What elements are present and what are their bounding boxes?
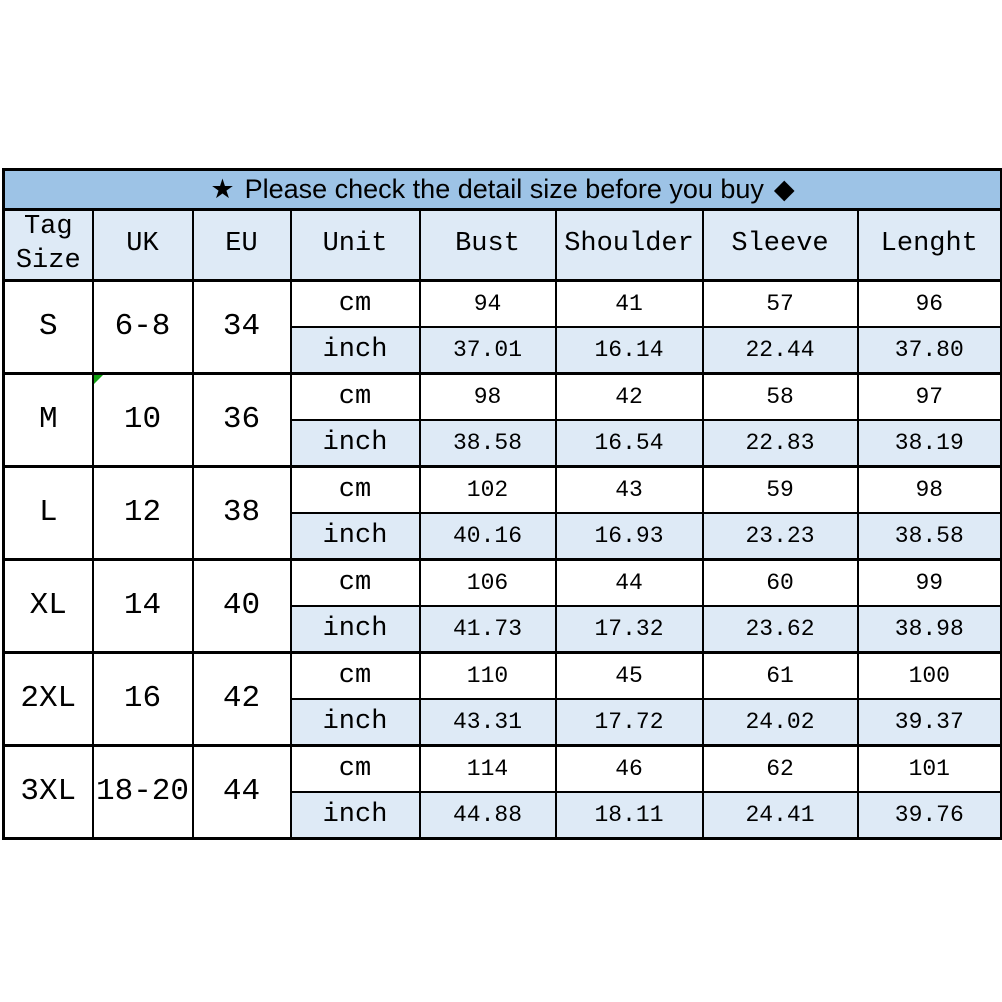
bust-cm-value-l: 102 (420, 466, 556, 513)
column-header-unit: Unit (291, 210, 420, 281)
star-icon: ★ (210, 174, 235, 204)
row-xl-cm (4, 559, 1002, 606)
lenght-inch-value-s: 37.80 (858, 327, 1002, 374)
size-tag-cell-m: M (4, 373, 93, 466)
column-header-bust: Bust (420, 210, 556, 281)
lenght-inch-value-l: 38.58 (858, 513, 1002, 560)
eu-size-cell-2xl: 42 (193, 652, 291, 745)
row-m-cm (4, 373, 1002, 420)
unit-label-cm-l: cm (291, 466, 420, 513)
sleeve-inch-value-3xl: 24.41 (703, 792, 858, 839)
shoulder-cm-value-s: 41 (556, 280, 703, 327)
shoulder-cm-value-l: 43 (556, 466, 703, 513)
shoulder-inch-value-s: 16.14 (556, 327, 703, 374)
diamond-icon: ◆ (773, 174, 795, 204)
lenght-cm-value-s: 96 (858, 280, 1002, 327)
uk-size-cell-xl: 14 (93, 559, 193, 652)
eu-size-cell-m: 36 (193, 373, 291, 466)
row-s-cm (4, 280, 1002, 327)
unit-label-inch-2xl: inch (291, 699, 420, 746)
lenght-inch-value-3xl: 39.76 (858, 792, 1002, 839)
column-header-lenght: Lenght (858, 210, 1002, 281)
unit-label-inch-s: inch (291, 327, 420, 374)
lenght-inch-value-xl: 38.98 (858, 606, 1002, 653)
sleeve-inch-value-xl: 23.62 (703, 606, 858, 653)
bust-inch-value-l: 40.16 (420, 513, 556, 560)
unit-label-cm-s: cm (291, 280, 420, 327)
lenght-inch-value-2xl: 39.37 (858, 699, 1002, 746)
bust-inch-value-xl: 41.73 (420, 606, 556, 653)
unit-label-cm-xl: cm (291, 559, 420, 606)
column-header-sleeve: Sleeve (703, 210, 858, 281)
sleeve-inch-value-s: 22.44 (703, 327, 858, 374)
bust-inch-value-3xl: 44.88 (420, 792, 556, 839)
uk-size-cell-s: 6-8 (93, 280, 193, 373)
header-row (4, 210, 1002, 281)
green-corner-marker (94, 375, 103, 384)
shoulder-cm-value-2xl: 45 (556, 652, 703, 699)
size-tag-cell-l: L (4, 466, 93, 559)
sleeve-cm-value-s: 57 (703, 280, 858, 327)
sleeve-inch-value-2xl: 24.02 (703, 699, 858, 746)
column-header-uk: UK (93, 210, 193, 281)
size-chart-table (2, 168, 1002, 840)
uk-size-cell-m: 10 (93, 373, 193, 466)
column-header-tag-size: Tag Size (4, 210, 93, 281)
banner-row (4, 170, 1002, 210)
shoulder-inch-value-m: 16.54 (556, 420, 703, 467)
bust-cm-value-xl: 106 (420, 559, 556, 606)
sleeve-cm-value-2xl: 61 (703, 652, 858, 699)
sleeve-inch-value-m: 22.83 (703, 420, 858, 467)
column-header-eu: EU (193, 210, 291, 281)
shoulder-cm-value-xl: 44 (556, 559, 703, 606)
row-l-cm (4, 466, 1002, 513)
bust-inch-value-s: 37.01 (420, 327, 556, 374)
uk-size-cell-2xl: 16 (93, 652, 193, 745)
shoulder-inch-value-l: 16.93 (556, 513, 703, 560)
unit-label-cm-2xl: cm (291, 652, 420, 699)
shoulder-inch-value-xl: 17.32 (556, 606, 703, 653)
unit-label-inch-xl: inch (291, 606, 420, 653)
shoulder-cm-value-3xl: 46 (556, 745, 703, 792)
eu-size-cell-3xl: 44 (193, 745, 291, 838)
lenght-cm-value-l: 98 (858, 466, 1002, 513)
unit-label-cm-3xl: cm (291, 745, 420, 792)
unit-label-inch-3xl: inch (291, 792, 420, 839)
unit-label-inch-m: inch (291, 420, 420, 467)
bust-cm-value-m: 98 (420, 373, 556, 420)
bust-cm-value-s: 94 (420, 280, 556, 327)
eu-size-cell-xl: 40 (193, 559, 291, 652)
sleeve-cm-value-3xl: 62 (703, 745, 858, 792)
size-tag-cell-xl: XL (4, 559, 93, 652)
lenght-cm-value-3xl: 101 (858, 745, 1002, 792)
lenght-inch-value-m: 38.19 (858, 420, 1002, 467)
unit-label-cm-m: cm (291, 373, 420, 420)
eu-size-cell-s: 34 (193, 280, 291, 373)
bust-cm-value-2xl: 110 (420, 652, 556, 699)
shoulder-cm-value-m: 42 (556, 373, 703, 420)
lenght-cm-value-m: 97 (858, 373, 1002, 420)
shoulder-inch-value-3xl: 18.11 (556, 792, 703, 839)
sleeve-cm-value-l: 59 (703, 466, 858, 513)
size-tag-cell-3xl: 3XL (4, 745, 93, 838)
bust-inch-value-m: 38.58 (420, 420, 556, 467)
bust-inch-value-2xl: 43.31 (420, 699, 556, 746)
row-3xl-cm (4, 745, 1002, 792)
column-header-shoulder: Shoulder (556, 210, 703, 281)
unit-label-inch-l: inch (291, 513, 420, 560)
shoulder-inch-value-2xl: 17.72 (556, 699, 703, 746)
uk-size-cell-l: 12 (93, 466, 193, 559)
banner (4, 170, 1002, 210)
table-body (4, 280, 1002, 838)
sleeve-cm-value-m: 58 (703, 373, 858, 420)
lenght-cm-value-2xl: 100 (858, 652, 1002, 699)
size-tag-cell-s: S (4, 280, 93, 373)
sleeve-inch-value-l: 23.23 (703, 513, 858, 560)
lenght-cm-value-xl: 99 (858, 559, 1002, 606)
size-tag-cell-2xl: 2XL (4, 652, 93, 745)
sleeve-cm-value-xl: 60 (703, 559, 858, 606)
bust-cm-value-3xl: 114 (420, 745, 556, 792)
uk-size-cell-3xl: 18-20 (93, 745, 193, 838)
eu-size-cell-l: 38 (193, 466, 291, 559)
row-2xl-cm (4, 652, 1002, 699)
banner-text: Please check the detail size before you buy (244, 174, 764, 204)
